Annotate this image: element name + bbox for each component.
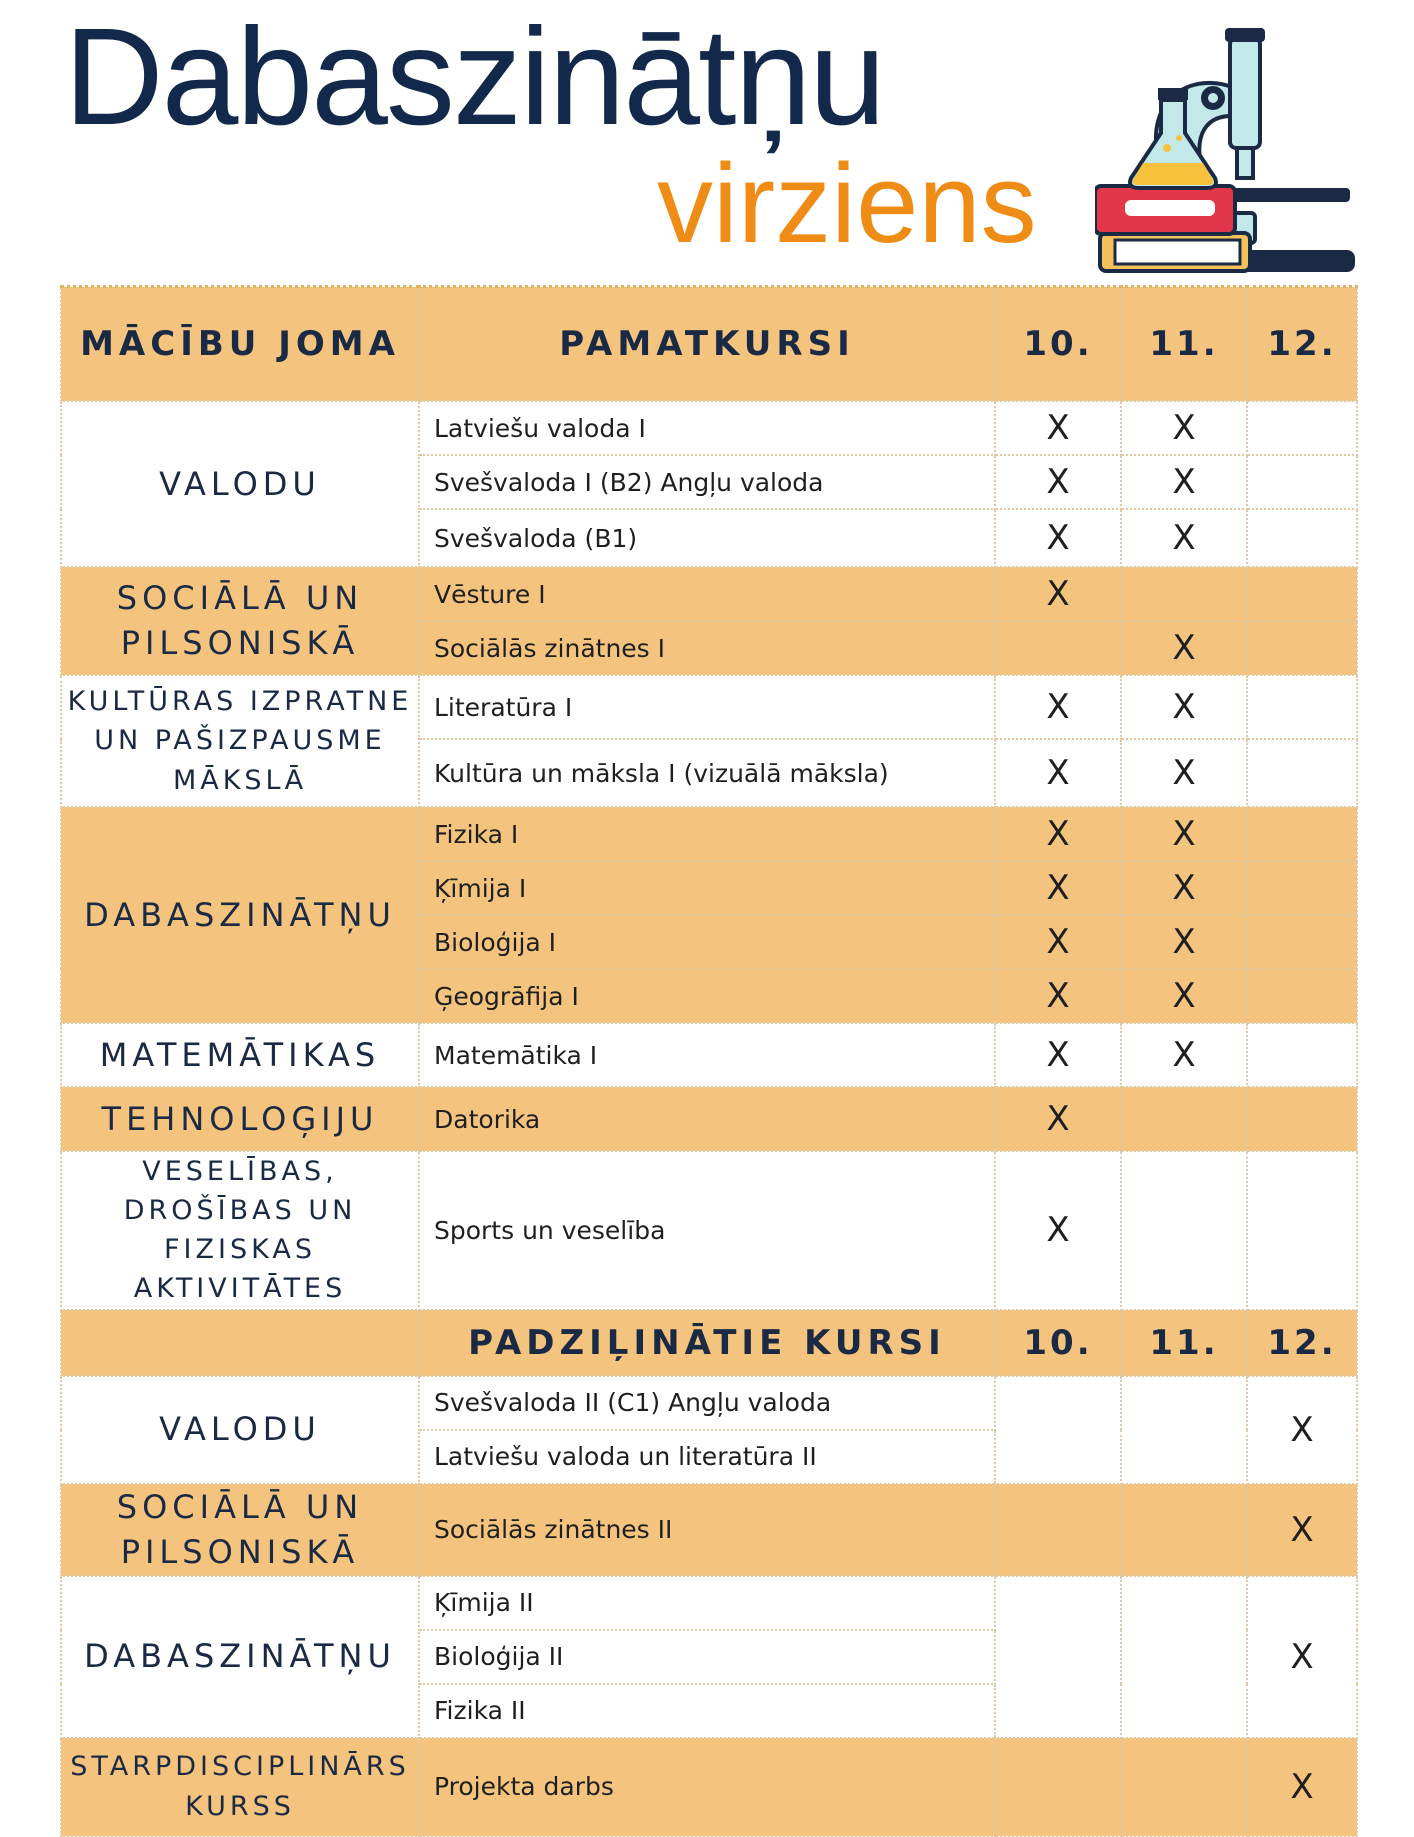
grade-mark: X xyxy=(995,1023,1121,1087)
advanced-header-area xyxy=(61,1310,419,1376)
grade-mark: X xyxy=(1121,675,1247,739)
grade-mark: X xyxy=(1247,1376,1357,1484)
course-name: Literatūra I xyxy=(419,675,995,739)
course-name: Sports un veselība xyxy=(419,1151,995,1310)
column-header-grade-11: 11. xyxy=(1121,287,1247,402)
column-header-grade-10: 10. xyxy=(995,287,1121,402)
grade-mark: X xyxy=(995,915,1121,969)
grade-mark: X xyxy=(1121,455,1247,509)
grade-mark: X xyxy=(995,509,1121,567)
page-subtitle: virziens xyxy=(657,141,1037,266)
grade-mark xyxy=(1121,567,1247,621)
page-title: Dabaszinātņu xyxy=(64,0,884,154)
table-row xyxy=(61,1484,1357,1576)
grade-mark: X xyxy=(995,861,1121,915)
grade-mark xyxy=(1247,401,1357,455)
area-cell: DABASZINĀTŅU xyxy=(61,807,419,1023)
column-header-area: MĀCĪBU JOMA xyxy=(61,287,419,402)
grade-mark xyxy=(1247,861,1357,915)
course-name: Kultūra un māksla I (vizuālā māksla) xyxy=(419,739,995,807)
grade-mark: X xyxy=(1121,509,1247,567)
grade-mark xyxy=(1247,915,1357,969)
area-cell: SOCIĀLĀ UN PILSONISKĀ xyxy=(61,567,419,675)
grade-mark: X xyxy=(995,567,1121,621)
grade-mark: X xyxy=(1247,1484,1357,1576)
table-row xyxy=(61,1151,1357,1310)
grade-mark: X xyxy=(1121,969,1247,1023)
grade-mark: X xyxy=(995,969,1121,1023)
grade-mark xyxy=(1247,969,1357,1023)
grade-mark: X xyxy=(995,455,1121,509)
grade-mark xyxy=(995,621,1121,675)
grade-mark xyxy=(1121,1576,1247,1738)
table-row xyxy=(61,1376,1357,1430)
table-row xyxy=(61,1738,1357,1836)
grade-mark xyxy=(1247,1151,1357,1310)
course-name: Svešvaloda II (C1) Angļu valoda xyxy=(419,1376,995,1430)
grade-mark xyxy=(1121,1738,1247,1836)
grade-mark xyxy=(1247,1023,1357,1087)
course-name: Fizika II xyxy=(419,1684,995,1738)
area-cell: MATEMĀTIKAS xyxy=(61,1023,419,1087)
grade-mark xyxy=(1121,1484,1247,1576)
courses-table xyxy=(60,285,1358,1837)
area-cell: STARPDISCIPLINĀRS KURSS xyxy=(61,1738,419,1836)
grade-mark: X xyxy=(995,1151,1121,1310)
grade-mark xyxy=(995,1484,1121,1576)
course-name: Vēsture I xyxy=(419,567,995,621)
course-name: Datorika xyxy=(419,1087,995,1151)
table-subheader-row xyxy=(61,1310,1357,1376)
table-row xyxy=(61,1023,1357,1087)
grade-mark: X xyxy=(995,401,1121,455)
grade-mark: X xyxy=(1247,1738,1357,1836)
table-row xyxy=(61,675,1357,739)
grade-mark: X xyxy=(995,807,1121,861)
advanced-header-grade-11: 11. xyxy=(1121,1310,1247,1376)
column-header-grade-12: 12. xyxy=(1247,287,1357,402)
course-name: Projekta darbs xyxy=(419,1738,995,1836)
course-name: Latviešu valoda un literatūra II xyxy=(419,1430,995,1484)
advanced-header-grade-10: 10. xyxy=(995,1310,1121,1376)
area-cell: TEHNOLOĢIJU xyxy=(61,1087,419,1151)
course-name: Sociālās zinātnes II xyxy=(419,1484,995,1576)
table-row xyxy=(61,1087,1357,1151)
grade-mark: X xyxy=(1121,739,1247,807)
advanced-header-grade-12: 12. xyxy=(1247,1310,1357,1376)
course-name: Ķīmija II xyxy=(419,1576,995,1630)
grade-mark: X xyxy=(1121,1023,1247,1087)
course-name: Svešvaloda (B1) xyxy=(419,509,995,567)
area-cell: KULTŪRAS IZPRATNE UN PAŠIZPAUSME MĀKSLĀ xyxy=(61,675,419,807)
grade-mark xyxy=(1247,1087,1357,1151)
column-header-courses: PAMATKURSI xyxy=(419,287,995,402)
table-row xyxy=(61,807,1357,861)
course-name: Bioloģija II xyxy=(419,1630,995,1684)
grade-mark: X xyxy=(1121,915,1247,969)
grade-mark xyxy=(1121,1376,1247,1484)
grade-mark xyxy=(1247,739,1357,807)
course-name: Ģeogrāfija I xyxy=(419,969,995,1023)
grade-mark: X xyxy=(1121,861,1247,915)
grade-mark xyxy=(995,1738,1121,1836)
course-name: Latviešu valoda I xyxy=(419,401,995,455)
grade-mark xyxy=(995,1376,1121,1484)
table-header-row xyxy=(61,287,1357,402)
grade-mark xyxy=(1247,621,1357,675)
grade-mark: X xyxy=(1121,807,1247,861)
table-row xyxy=(61,401,1357,455)
course-name: Bioloģija I xyxy=(419,915,995,969)
science-illustration xyxy=(1095,28,1365,288)
grade-mark: X xyxy=(1247,1576,1357,1738)
area-cell: VALODU xyxy=(61,401,419,567)
grade-mark: X xyxy=(995,739,1121,807)
course-name: Matemātika I xyxy=(419,1023,995,1087)
grade-mark xyxy=(1247,455,1357,509)
grade-mark: X xyxy=(1121,401,1247,455)
grade-mark xyxy=(1121,1151,1247,1310)
grade-mark: X xyxy=(995,1087,1121,1151)
course-name: Fizika I xyxy=(419,807,995,861)
course-name: Svešvaloda I (B2) Angļu valoda xyxy=(419,455,995,509)
grade-mark xyxy=(1247,807,1357,861)
table-row xyxy=(61,1576,1357,1630)
grade-mark xyxy=(1247,567,1357,621)
course-name: Sociālās zinātnes I xyxy=(419,621,995,675)
area-cell: VALODU xyxy=(61,1376,419,1484)
advanced-header-courses: PADZIĻINĀTIE KURSI xyxy=(419,1310,995,1376)
grade-mark: X xyxy=(1121,621,1247,675)
grade-mark xyxy=(995,1576,1121,1738)
grade-mark xyxy=(1247,675,1357,739)
table-row xyxy=(61,567,1357,621)
grade-mark xyxy=(1121,1087,1247,1151)
grade-mark: X xyxy=(995,675,1121,739)
grade-mark xyxy=(1247,509,1357,567)
course-name: Ķīmija I xyxy=(419,861,995,915)
books-icon xyxy=(1095,186,1250,271)
area-cell: VESELĪBAS, DROŠĪBAS UN FIZISKAS AKTIVITĀTES xyxy=(61,1151,419,1310)
area-cell: DABASZINĀTŅU xyxy=(61,1576,419,1738)
area-cell: SOCIĀLĀ UN PILSONISKĀ xyxy=(61,1484,419,1576)
